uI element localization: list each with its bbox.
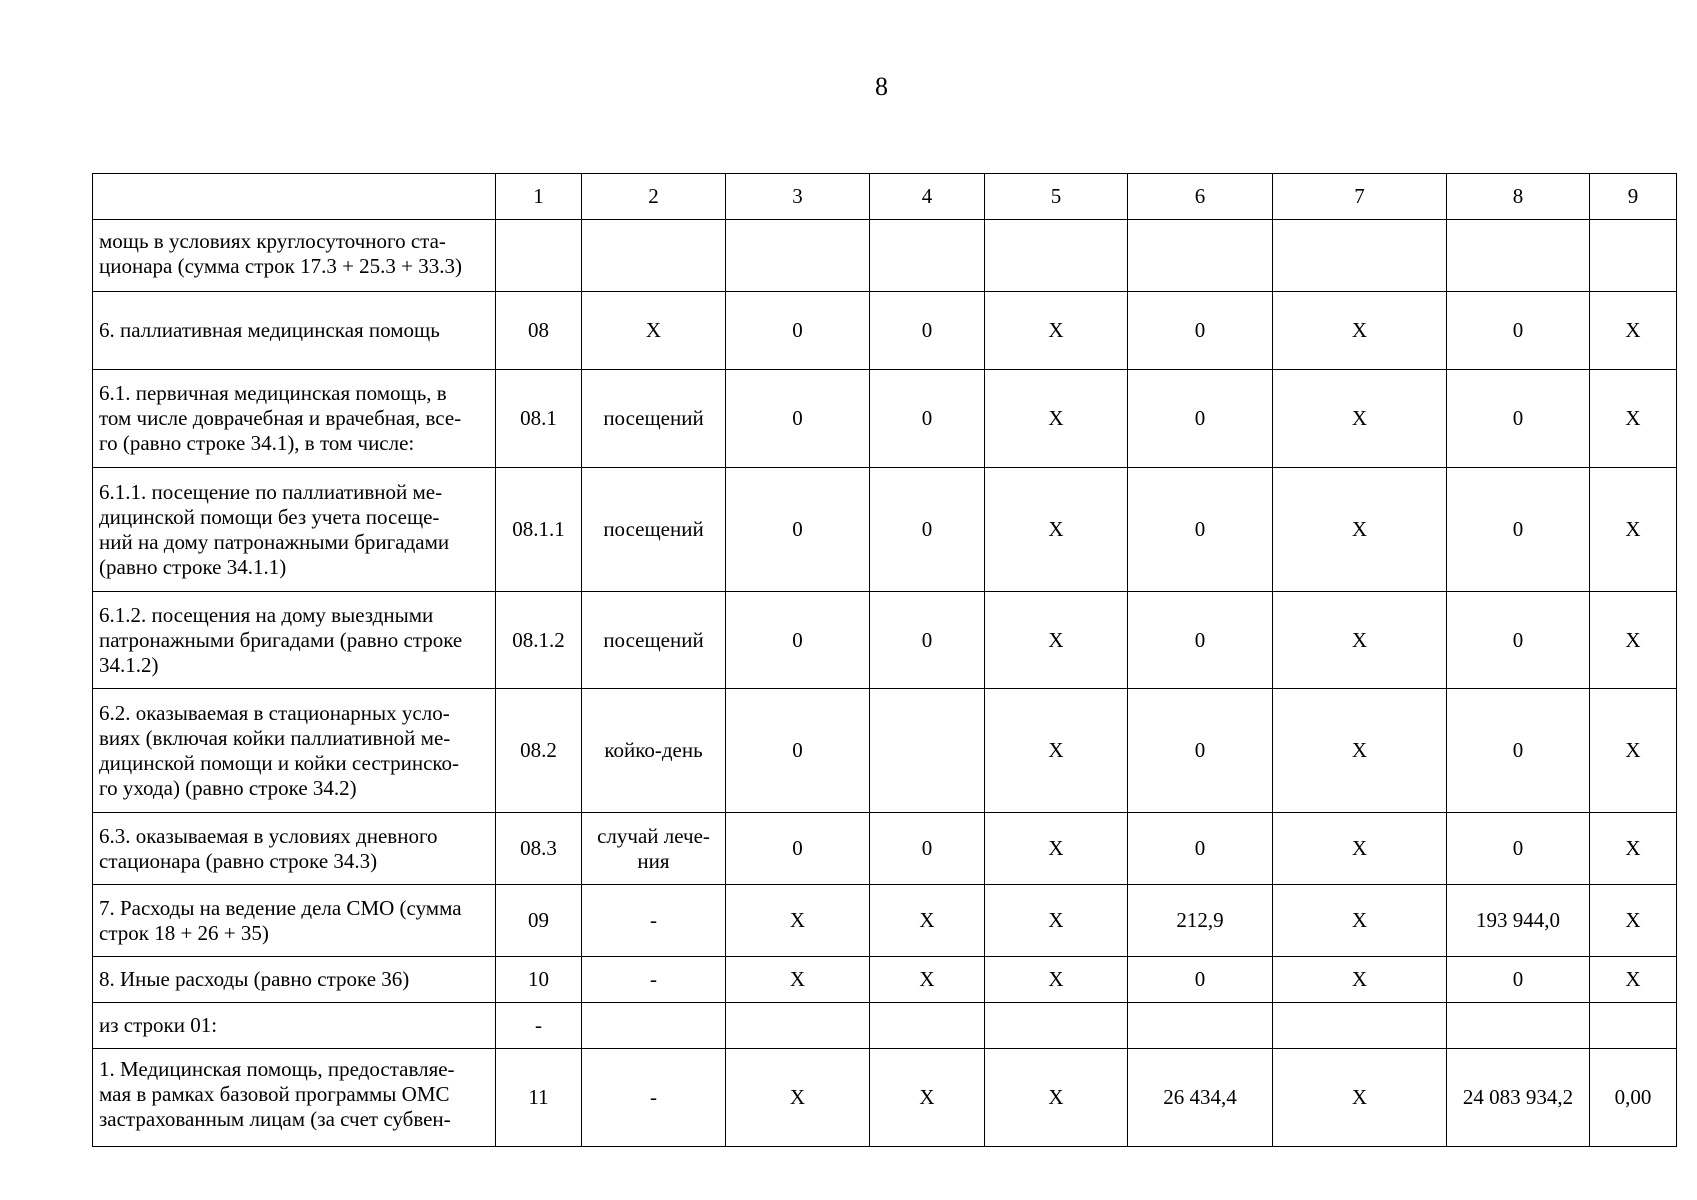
cell-col-9: Х: [1590, 885, 1677, 957]
header-col-6: 6: [1128, 174, 1273, 220]
cell-col-4: 0: [870, 592, 985, 689]
cell-col-6: [1128, 1003, 1273, 1049]
cell-col-5: [985, 1003, 1128, 1049]
cell-col-8: 0: [1447, 468, 1590, 592]
cell-col-8: 0: [1447, 689, 1590, 813]
cell-col-7: Х: [1273, 689, 1447, 813]
cell-col-3: Х: [726, 1049, 870, 1147]
cell-col-6: 0: [1128, 689, 1273, 813]
cell-description: мощь в условиях круглосуточного ста- ционара (сумма строк 17.3 + 25.3 + 33.3): [93, 220, 496, 292]
cell-col-7: Х: [1273, 468, 1447, 592]
cell-col-1: 08.3: [496, 813, 582, 885]
table-header-row: [93, 174, 1677, 220]
cell-col-2: койко-день: [582, 689, 726, 813]
cell-col-3: 0: [726, 370, 870, 468]
cell-col-9: Х: [1590, 957, 1677, 1003]
cell-col-1: 09: [496, 885, 582, 957]
header-col-8: 8: [1447, 174, 1590, 220]
cell-col-7: Х: [1273, 292, 1447, 370]
cell-col-8: 193 944,0: [1447, 885, 1590, 957]
cell-col-9: Х: [1590, 813, 1677, 885]
cell-col-6: [1128, 220, 1273, 292]
cell-col-7: Х: [1273, 1049, 1447, 1147]
cell-description: 6.1. первичная медицинская помощь, в том числе доврачебная и врачебная, все- го (равно строке 34.1), в том числе:: [93, 370, 496, 468]
cell-col-9: Х: [1590, 292, 1677, 370]
cell-col-3: 0: [726, 468, 870, 592]
cell-col-3: 0: [726, 592, 870, 689]
header-col-2: 2: [582, 174, 726, 220]
cell-col-5: Х: [985, 592, 1128, 689]
cell-col-1: 08.1.2: [496, 592, 582, 689]
cell-description: 6.1.2. посещения на дому выездными патронажными бригадами (равно строке 34.1.2): [93, 592, 496, 689]
cell-col-8: 0: [1447, 957, 1590, 1003]
cell-col-8: 0: [1447, 813, 1590, 885]
header-col-4: 4: [870, 174, 985, 220]
cell-col-4: 0: [870, 292, 985, 370]
cell-col-6: 0: [1128, 292, 1273, 370]
cell-col-2: [582, 220, 726, 292]
cell-col-5: Х: [985, 957, 1128, 1003]
cell-description: 8. Иные расходы (равно строке 36): [93, 957, 496, 1003]
cell-col-5: Х: [985, 813, 1128, 885]
cell-col-1: 08.2: [496, 689, 582, 813]
header-col-9: 9: [1590, 174, 1677, 220]
cell-col-2: Х: [582, 292, 726, 370]
table-row: [93, 592, 1677, 689]
cell-col-3: 0: [726, 292, 870, 370]
table-row: [93, 813, 1677, 885]
cell-col-9: Х: [1590, 370, 1677, 468]
header-col-7: 7: [1273, 174, 1447, 220]
cell-col-4: 0: [870, 370, 985, 468]
header-col-1: 1: [496, 174, 582, 220]
cell-col-1: 11: [496, 1049, 582, 1147]
cell-description: 7. Расходы на ведение дела СМО (сумма строк 18 + 26 + 35): [93, 885, 496, 957]
cell-col-2: посещений: [582, 468, 726, 592]
cell-col-8: 0: [1447, 592, 1590, 689]
cell-col-2: случай лече- ния: [582, 813, 726, 885]
header-col-5: 5: [985, 174, 1128, 220]
cell-col-1: 10: [496, 957, 582, 1003]
cell-col-1: 08: [496, 292, 582, 370]
table-row: [93, 220, 1677, 292]
cell-col-7: Х: [1273, 813, 1447, 885]
cell-col-5: Х: [985, 468, 1128, 592]
cell-description: 6.1.1. посещение по паллиативной ме- дицинской помощи без учета посеще- ний на дому патронажными бригадами (равно строке 34.1.1): [93, 468, 496, 592]
header-col-3: 3: [726, 174, 870, 220]
cell-col-1: -: [496, 1003, 582, 1049]
cell-col-7: Х: [1273, 370, 1447, 468]
cell-col-7: [1273, 1003, 1447, 1049]
cell-col-6: 0: [1128, 592, 1273, 689]
table-row: [93, 689, 1677, 813]
cell-col-5: Х: [985, 1049, 1128, 1147]
table-row: [93, 292, 1677, 370]
cell-description: 6.2. оказываемая в стационарных усло- виях (включая койки паллиативной ме- дицинской помощи и койки сестринско- го ухода) (равно строке 34.2): [93, 689, 496, 813]
cell-col-2: -: [582, 885, 726, 957]
cell-col-5: Х: [985, 885, 1128, 957]
cell-description: 6. паллиативная медицинская помощь: [93, 292, 496, 370]
cell-col-3: Х: [726, 957, 870, 1003]
cell-col-8: 0: [1447, 370, 1590, 468]
cell-col-4: [870, 220, 985, 292]
cell-col-6: 0: [1128, 370, 1273, 468]
cell-col-9: Х: [1590, 592, 1677, 689]
table-row: [93, 468, 1677, 592]
cell-col-5: Х: [985, 689, 1128, 813]
financial-table: [92, 173, 1677, 1147]
cell-col-2: -: [582, 957, 726, 1003]
table-row: [93, 885, 1677, 957]
cell-col-4: 0: [870, 468, 985, 592]
cell-col-9: [1590, 1003, 1677, 1049]
cell-col-4: 0: [870, 813, 985, 885]
cell-col-8: 0: [1447, 292, 1590, 370]
cell-col-3: 0: [726, 813, 870, 885]
cell-col-4: Х: [870, 957, 985, 1003]
cell-col-3: [726, 220, 870, 292]
cell-col-1: [496, 220, 582, 292]
cell-col-1: 08.1: [496, 370, 582, 468]
table-row: [93, 957, 1677, 1003]
cell-col-2: посещений: [582, 592, 726, 689]
cell-col-3: 0: [726, 689, 870, 813]
cell-col-7: [1273, 220, 1447, 292]
cell-col-7: Х: [1273, 957, 1447, 1003]
cell-col-2: [582, 1003, 726, 1049]
table-row: [93, 1049, 1677, 1147]
cell-col-2: -: [582, 1049, 726, 1147]
cell-col-3: Х: [726, 885, 870, 957]
cell-col-4: Х: [870, 1049, 985, 1147]
cell-col-8: [1447, 1003, 1590, 1049]
cell-col-3: [726, 1003, 870, 1049]
cell-col-9: [1590, 220, 1677, 292]
cell-col-6: 26 434,4: [1128, 1049, 1273, 1147]
cell-col-6: 0: [1128, 468, 1273, 592]
cell-col-6: 0: [1128, 957, 1273, 1003]
header-description: [93, 174, 496, 220]
cell-description: из строки 01:: [93, 1003, 496, 1049]
cell-col-5: [985, 220, 1128, 292]
cell-col-8: 24 083 934,2: [1447, 1049, 1590, 1147]
cell-col-4: [870, 1003, 985, 1049]
cell-col-9: Х: [1590, 468, 1677, 592]
table-row: [93, 1003, 1677, 1049]
cell-col-9: 0,00: [1590, 1049, 1677, 1147]
cell-col-5: Х: [985, 370, 1128, 468]
cell-description: 1. Медицинская помощь, предоставляе- мая в рамках базовой программы ОМС застрахованным лицам (за счет субвен-: [93, 1049, 496, 1147]
cell-col-6: 0: [1128, 813, 1273, 885]
cell-col-4: Х: [870, 885, 985, 957]
cell-col-6: 212,9: [1128, 885, 1273, 957]
cell-col-7: Х: [1273, 885, 1447, 957]
cell-col-8: [1447, 220, 1590, 292]
cell-col-7: Х: [1273, 592, 1447, 689]
cell-col-4: [870, 689, 985, 813]
cell-description: 6.3. оказываемая в условиях дневного стационара (равно строке 34.3): [93, 813, 496, 885]
cell-col-9: Х: [1590, 689, 1677, 813]
cell-col-2: посещений: [582, 370, 726, 468]
cell-col-5: Х: [985, 292, 1128, 370]
page-number: 8: [875, 72, 888, 101]
cell-col-1: 08.1.1: [496, 468, 582, 592]
table-row: [93, 370, 1677, 468]
